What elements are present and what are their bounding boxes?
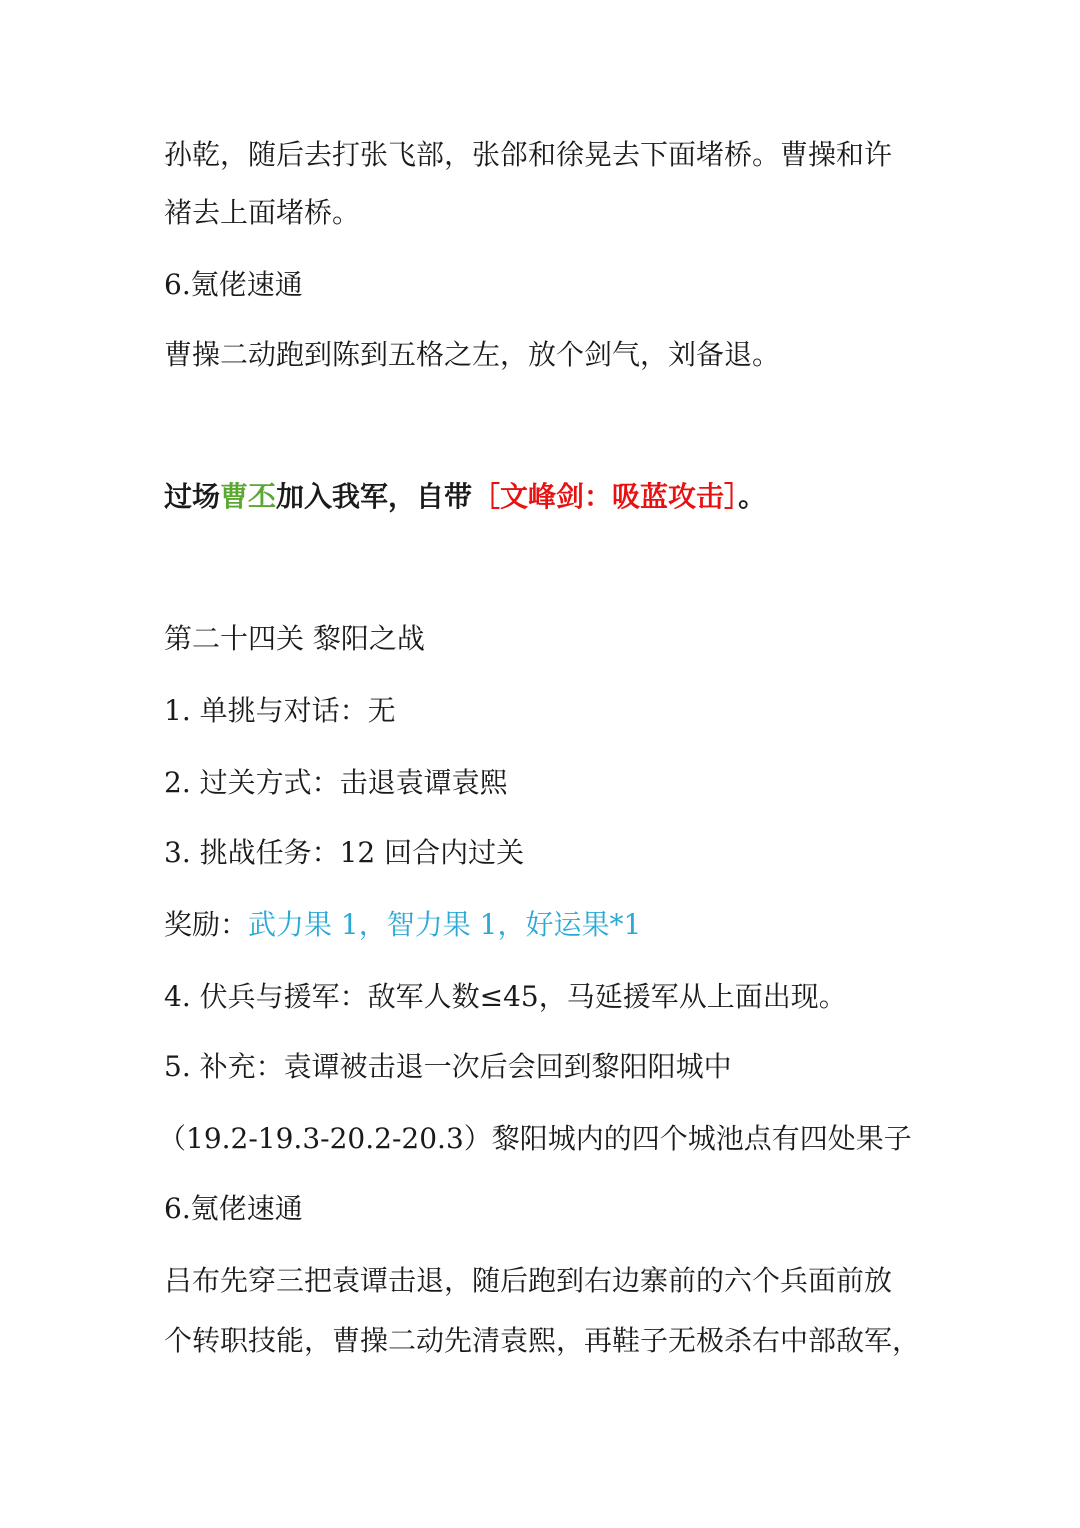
paragraph-line: 曹操二动跑到陈到五格之左，放个剑气，刘备退。 bbox=[164, 338, 781, 371]
paragraph-line: 褚去上面堵桥。 bbox=[164, 196, 361, 229]
reward-value: 武力果 1，智力果 1，好运果*1 bbox=[248, 908, 642, 941]
transition-note bbox=[164, 480, 924, 514]
paragraph-line: 孙乾，随后去打张飞部，张郃和徐晃去下面堵桥。曹操和许 bbox=[164, 138, 893, 171]
section-title: 6.氪佬速通 bbox=[164, 1192, 303, 1225]
list-item-continuation: （19.2-19.3-20.2-20.3）黎阳城内的四个城池点有四处果子 bbox=[158, 1122, 912, 1155]
item-name: ［文峰剑：吸蓝攻击］ bbox=[472, 480, 739, 513]
list-item: 2. 过关方式：击退袁谭袁熙 bbox=[164, 766, 508, 799]
character-name: 曹丕 bbox=[220, 480, 277, 513]
list-item: 4. 伏兵与援军：敌军人数≤45，马延援军从上面出现。 bbox=[164, 980, 847, 1013]
paragraph-line: 吕布先穿三把袁谭击退，随后跑到右边寨前的六个兵面前放 bbox=[164, 1264, 893, 1297]
stage-title: 第二十四关 黎阳之战 bbox=[164, 622, 425, 655]
transition-suffix: 。 bbox=[738, 480, 767, 513]
paragraph-line: 个转职技能，曹操二动先清袁熙，再鞋子无极杀右中部敌军， bbox=[164, 1324, 921, 1357]
transition-middle: 加入我军，自带 bbox=[276, 480, 473, 513]
section-title: 6.氪佬速通 bbox=[164, 268, 303, 301]
list-item: 5. 补充：袁谭被击退一次后会回到黎阳阳城中 bbox=[164, 1050, 732, 1083]
reward-label: 奖励： bbox=[164, 908, 249, 941]
reward-line bbox=[164, 908, 924, 942]
transition-prefix: 过场 bbox=[164, 480, 221, 513]
list-item: 3. 挑战任务：12 回合内过关 bbox=[164, 836, 525, 869]
list-item: 1. 单挑与对话：无 bbox=[164, 694, 396, 727]
